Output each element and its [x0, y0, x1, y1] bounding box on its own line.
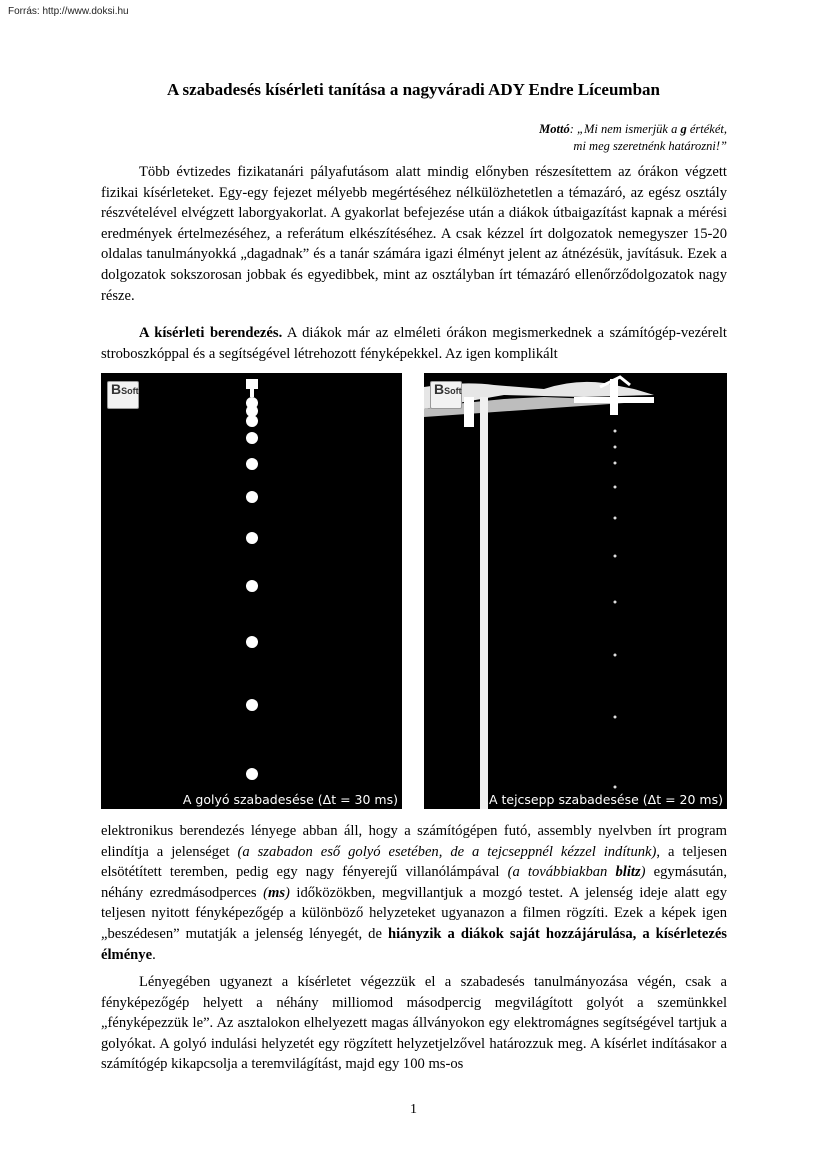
logo-text: Soft: [121, 386, 139, 396]
p3-italic-5: ): [285, 884, 290, 901]
p3-italic-1: (a szabadon eső golyó esetében, de a tejcseppnél kézzel indítunk): [237, 843, 657, 860]
motto-line1-a: : „Mi nem ismerjük a: [569, 122, 681, 136]
logo-text: Soft: [444, 386, 462, 396]
ball-freefall-photo: [101, 373, 402, 809]
paragraph-experiment-text: Lényegében ugyanezt a kísérletet végezzük el a szabadesés tanulmányozása végén, csak a fényképezőgép helyett a néhány milliomod másodpercig megvilágított golyót a szemünkkel „fényképezzük le”. Az asztalokon elhelyezett magas állványokon egy elektromágnes segítségével tartjuk a golyókat. A golyó indulási helyzetét egy rögzített helyzetjelzővel határozzuk meg. A kísérlet indításakor a számítógép kikapcsolja a teremvilágítást, majd egy 100 ms-os: [101, 974, 727, 1073]
ball-freefall-image: [101, 373, 402, 809]
p3-ms: ms: [268, 884, 286, 901]
p3-bold-conclusion: hiányzik a diákok saját hozzájárulása, a kísérletezés élménye: [101, 925, 727, 963]
paragraph-equipment: [101, 323, 727, 364]
motto: [539, 121, 727, 155]
p3-text-5: .: [152, 946, 156, 963]
bsoft-logo: [430, 381, 462, 409]
p3-blitz: blitz: [615, 864, 641, 881]
milk-drop-image: [424, 373, 727, 809]
motto-label: Mottó: [539, 122, 570, 136]
p3-italic-4: (: [263, 884, 268, 901]
logo-letter: B: [434, 381, 445, 397]
paragraph-intro-text: Több évtizedes fizikatanári pályafutásom alatt mindig előnyben részesítettem az órákon végzett fizikai kísérleteket. Egy-egy fejezet mélyebb megértéséhez nélkülözhetetlen a témazáró, az egész osztály részvételével elvégzett laborgyakorlat. A gyakorlat befejezése után a diákok útbaigazítást kapnak a mérési eredmények értelmezéséhez, a referátum elkészítéséhez. A csak kézzel írt dolgozatok nemegyszer 15-20 oldalas tanulmányokká „dagadnak” és a tanár számára igazi élményt jelent az átnézésük, javításuk. Ezek a dolgozatok sokszorosan jobbak és egyedibbek, mint az osztályban írt témazáró ellenőrződolgozatok nagy része.: [101, 164, 727, 304]
p3-text-3: egymásután, néhány ezredmásodperces: [101, 864, 727, 901]
equipment-heading: A kísérleti berendezés.: [139, 325, 283, 341]
p3-italic-3: ): [640, 864, 646, 881]
p3-text-4: időközökben, megvillantjuk a mozgó testet. A jelenség ideje alatt egy teljesen nyitott fényképezőgép a különböző helyzeteket ugyanazon a filmen rögzíti. Ezek a képek igen „beszédesen” mutatják a jelenség lényegét, de: [101, 884, 727, 942]
page-number: 1: [410, 1102, 417, 1117]
motto-g: g: [680, 122, 687, 136]
paragraph-experiment: [101, 972, 727, 1075]
p3-text-1: elektronikus berendezés lényege abban áll, hogy a számítógépen futó, assembly nyelvben írt program elindítja a jelenséget: [101, 823, 727, 860]
ball-caption: A golyó szabadesése (Δt = 30 ms): [182, 792, 398, 807]
bsoft-logo: [107, 381, 139, 409]
paragraph-electronics: [101, 821, 727, 965]
equipment-text: A diákok már az elméleti órákon megismerkednek a számítógép-vezérelt stroboszkóppal és a segítségével létrehozott fényképekkel. Az igen komplikált: [101, 325, 727, 362]
logo-letter: B: [111, 381, 122, 397]
p3-italic-2: (a továbbiakban: [507, 864, 616, 881]
p3-text-2: , a teljesen elsötétített teremben, pedig egy nagy fényerejű villanólámpával: [101, 843, 727, 881]
paragraph-intro: [101, 162, 727, 306]
milk-drop-caption: A tejcsepp szabadesése (Δt = 20 ms): [488, 792, 723, 807]
document-title: A szabadesés kísérleti tanítása a nagyváradi ADY Endre Líceumban: [166, 80, 661, 99]
motto-line2: mi meg szeretnénk határozni!”: [573, 139, 727, 153]
motto-line1-b: értékét,: [686, 122, 727, 136]
milk-drop-photo: [424, 373, 727, 809]
source-line: Forrás: http://www.doksi.hu: [8, 6, 129, 17]
